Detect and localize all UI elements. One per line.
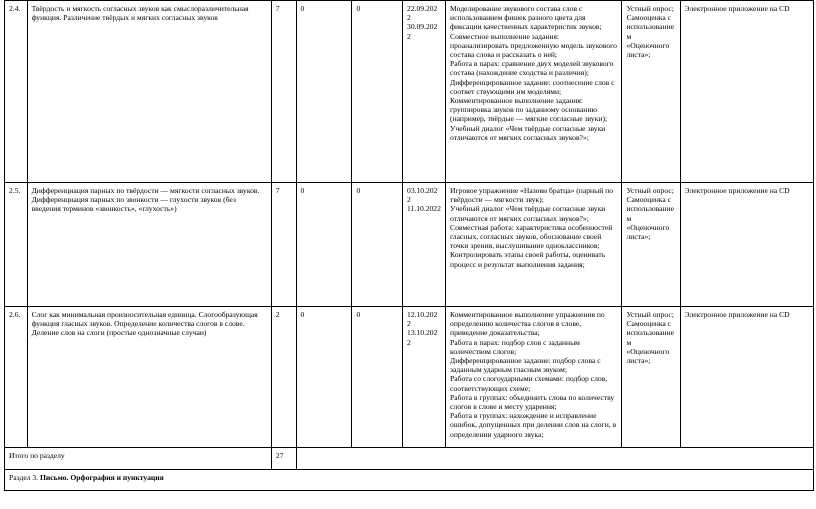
row-number: 2.4. bbox=[5, 1, 28, 183]
activity-line: Совместная работа: характеристика особенностей гласных, согласных звуков, обоснование своей точки зрения, выслушивание одноклассников; bbox=[450, 222, 613, 251]
total-row bbox=[5, 448, 814, 470]
date-end: 13.10.2022 bbox=[407, 328, 438, 347]
practical-works-cell: 0 bbox=[352, 1, 403, 183]
control-form-cell: Устный опрос; Самооценка с использованием «Оценочного листа»; bbox=[622, 307, 680, 448]
activity-line: Игровое упражнение «Назови братца» (парный по твёрдости — мягкости звук); bbox=[450, 186, 614, 205]
hours-cell: 2 bbox=[271, 307, 296, 448]
topic-cell: Дифференциация парных по твёрдости — мягкости согласных звуков. Дифференциация парных по звонкости — глухости звуков (без введения терминов «звонкость», «глухость») bbox=[27, 183, 271, 307]
activity-line: Моделирование звукового состава слов с использованием фишек разного цвета для фиксации качественных характеристик звуков; bbox=[450, 4, 602, 32]
control-works-cell: 0 bbox=[296, 183, 352, 307]
dates-cell bbox=[403, 1, 446, 183]
dates-cell bbox=[403, 183, 446, 307]
activity-cell bbox=[446, 307, 622, 448]
section-row bbox=[5, 470, 814, 491]
practical-works-cell: 0 bbox=[352, 183, 403, 307]
section-title: Письмо. Орфография и пунктуация bbox=[39, 473, 164, 482]
activity-cell bbox=[446, 1, 622, 183]
activity-line: Комментированное выполнение задания: группировка звуков по заданному основанию (например, твёрдые — мягкие согласные звуки); bbox=[450, 96, 608, 124]
activity-line: Дифференцированное задание: соотнесение слов с соответ ствующими им моделями; bbox=[450, 77, 615, 96]
control-works-cell: 0 bbox=[296, 307, 352, 448]
total-hours: 27 bbox=[271, 448, 296, 470]
topic-cell: Слог как минимальная произносительная единица. Слогообразующая функция гласных звуков. Определение количества слогов в слове. Деление слов на слоги (простые однозначные случаи) bbox=[27, 307, 271, 448]
activity-line: Учебный диалог «Чем твёрдые согласные звуки отличаются от мягких согласных звуков?»; bbox=[450, 204, 606, 223]
hours-cell: 7 bbox=[271, 183, 296, 307]
dates-cell bbox=[403, 307, 446, 448]
table-row bbox=[5, 307, 814, 448]
row-number: 2.5. bbox=[5, 183, 28, 307]
date-start: 22.09.2022 bbox=[407, 4, 438, 23]
control-form-cell: Устный опрос; Самооценка с использованием «Оценочного листа»; bbox=[622, 183, 680, 307]
table-row bbox=[5, 1, 814, 183]
activity-line: Совместное выполнение задания: проанализировать предложенную модель звукового состава слова и рассказать о ней; bbox=[450, 31, 617, 60]
hours-cell: 7 bbox=[271, 1, 296, 183]
date-end: 30.09.2022 bbox=[407, 22, 438, 41]
activity-line: Контролировать этапы своей работы, оценивать процесс и результат выполнения задания; bbox=[450, 250, 606, 269]
resources-cell: Электронное приложение на CD bbox=[680, 1, 813, 183]
activity-line: Комментированное выполнение упражнения по определению количества слогов в слове, приведение доказательства; bbox=[450, 310, 605, 338]
curriculum-table bbox=[4, 0, 814, 491]
date-start: 03.10.2022 bbox=[407, 186, 438, 205]
activity-line: Работа в парах: подбор слов с заданным количеством слогов; bbox=[450, 337, 580, 356]
practical-works-cell: 0 bbox=[352, 307, 403, 448]
topic-cell: Твёрдость и мягкость согласных звуков как смыслоразличительная функция. Различение твёрдых и мягких согласных звуков bbox=[27, 1, 271, 183]
date-start: 12.10.2022 bbox=[407, 310, 438, 329]
activity-line: Работа в группах: объединить слова по количеству слогов в слове и месту ударения; bbox=[450, 392, 615, 412]
activity-line: Работа в парах: сравнение двух моделей звукового состава (нахождение сходства и различия); bbox=[450, 59, 614, 78]
activity-line: Дифференцированное задание: подбор слова с заданным ударным гласным звуком; bbox=[450, 356, 601, 375]
total-label: Итого по разделу bbox=[5, 448, 272, 470]
section-prefix: Раздел 3. bbox=[9, 473, 40, 482]
table-row bbox=[5, 183, 814, 307]
activity-line: Работа в группах: нахождение и исправление ошибок, допущенных при делении слов на слоги, в определении ударного звука; bbox=[450, 411, 617, 439]
resources-cell: Электронное приложение на CD bbox=[680, 183, 813, 307]
section-heading bbox=[5, 470, 814, 491]
row-number: 2.6. bbox=[5, 307, 28, 448]
activity-cell bbox=[446, 183, 622, 307]
activity-line: Работа со слогоударными схемами: подбор слов, соответствующих схеме; bbox=[450, 374, 608, 393]
total-empty-cell bbox=[296, 448, 813, 470]
control-form-cell: Устный опрос; Самооценка с использованием «Оценочного листа»; bbox=[622, 1, 680, 183]
control-works-cell: 0 bbox=[296, 1, 352, 183]
activity-line: Учебный диалог «Чем твёрдые согласные звуки отличаются от мягких согласных звуков?»; bbox=[450, 123, 606, 142]
resources-cell: Электронное приложение на CD bbox=[680, 307, 813, 448]
date-end: 11.10.2022 bbox=[407, 204, 441, 214]
